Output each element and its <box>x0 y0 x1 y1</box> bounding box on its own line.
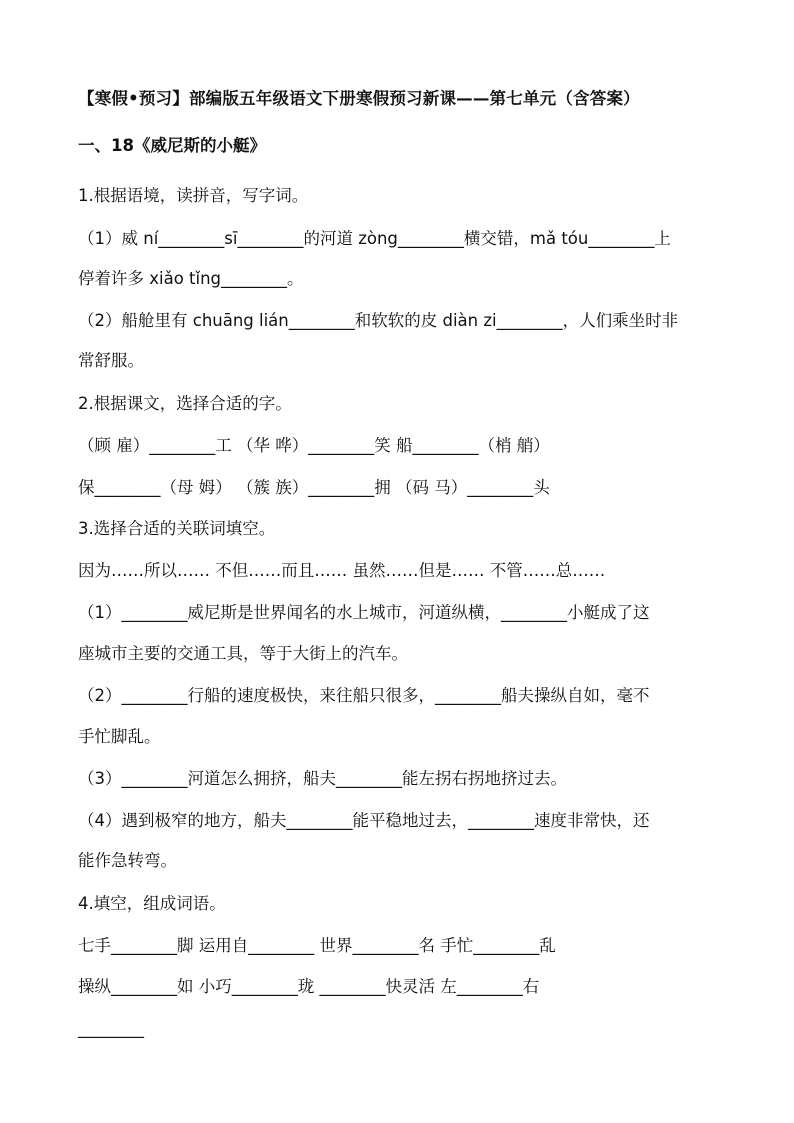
section-heading: 一、18《威尼斯的小艇》 <box>78 136 266 155</box>
question-1-line: （2）船舱里有 chuāng lián________和软软的皮 diàn zi________，人们乘坐时非 <box>78 311 679 330</box>
question-4-line: ________ <box>78 1019 144 1038</box>
question-3-line: （2）________行船的速度极快，来往船只很多，________船夫操纵自如，毫不 <box>78 686 650 705</box>
question-1-line: （1）威 ní________sī________的河道 zòng________横交错，mǎ tóu________上 <box>78 229 671 248</box>
document-title: 【寒假•预习】部编版五年级语文下册寒假预习新课——第七单元（含答案） <box>78 89 640 108</box>
question-4-prompt: 4.填空，组成词语。 <box>78 894 226 913</box>
question-3-line: （4）遇到极窄的地方，船夫________能平稳地过去，________速度非常快，还 <box>78 811 650 830</box>
question-2-line: （顾 雇）________工 （华 哗）________笑 船________（梢 艄） <box>78 436 550 455</box>
question-1-line: 常舒服。 <box>78 351 144 370</box>
question-3-line: （3）________河道怎么拥挤，船夫________能左拐右拐地挤过去。 <box>78 769 567 788</box>
question-1-line: 停着许多 xiǎo tǐng________。 <box>78 269 304 288</box>
question-2-prompt: 2.根据课文，选择合适的字。 <box>78 394 292 413</box>
question-1-prompt: 1.根据语境，读拼音，写字词。 <box>78 186 309 205</box>
question-3-line: 座城市主要的交通工具，等于大街上的汽车。 <box>78 644 408 663</box>
question-4-line: 七手________脚 运用自________ 世界________名 手忙________乱 <box>78 936 556 955</box>
question-3-line: 能作急转弯。 <box>78 851 177 870</box>
question-3-prompt: 3.选择合适的关联词填空。 <box>78 519 276 538</box>
question-3-line: （1）________威尼斯是世界闻名的水上城市，河道纵横，________小艇成了这 <box>78 603 650 622</box>
question-3-line: 手忙脚乱。 <box>78 727 161 746</box>
question-4-line: 操纵________如 小巧________珑 ________快灵活 左________右 <box>78 977 540 996</box>
question-2-line: 保________（母 姆） （簇 族）________拥 （码 马）________头 <box>78 478 550 497</box>
question-3-options: 因为……所以…… 不但……而且…… 虽然……但是…… 不管……总…… <box>78 561 606 580</box>
